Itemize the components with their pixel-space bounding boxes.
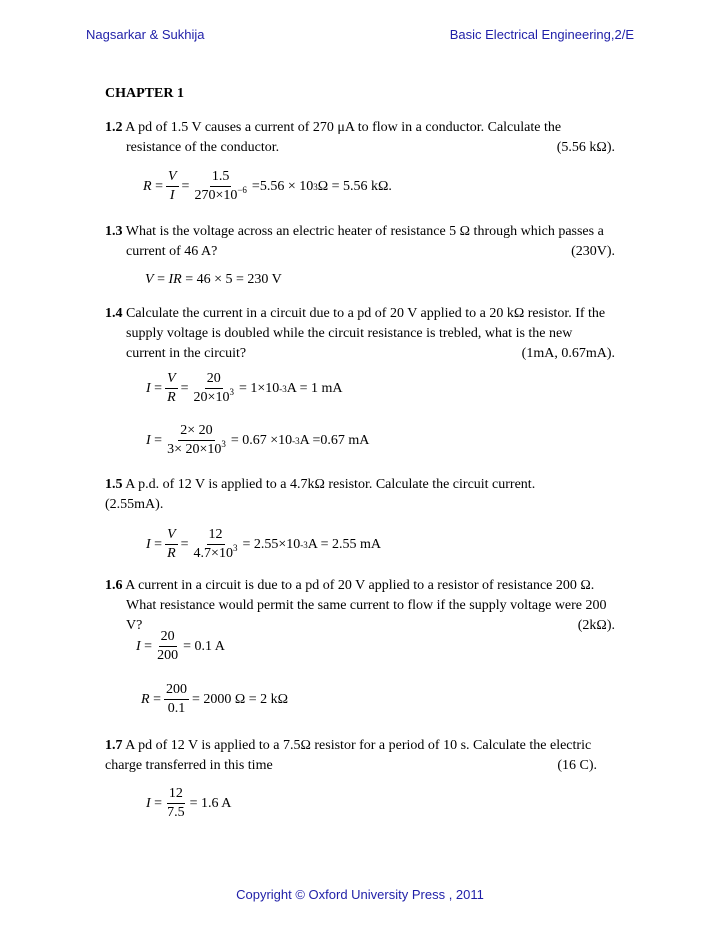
equation-1-6b: R = $\frac{200}{0.1}$ = 2000 Ω = 2 kΩ: [141, 682, 289, 716]
eq-numerator: 200: [164, 682, 189, 700]
problem-text: current of 46 A?: [126, 244, 218, 259]
chapter-heading: CHAPTER 1: [105, 86, 184, 101]
problem-text: V?: [126, 618, 143, 633]
eq-numerator: 20: [159, 629, 177, 647]
equation-1-3: V = IR = 46 × 5 = 230 V: [145, 272, 282, 287]
eq-denominator: $270\times 10^{-6}$: [194, 185, 247, 203]
problem-text: What resistance would permit the same current to flow if the supply voltage were 200: [126, 598, 607, 613]
eq-denominator: 0.1: [167, 701, 186, 716]
eq-fraction: [164, 682, 189, 717]
footer-copyright: Copyright © Oxford University Press , 2011: [236, 887, 484, 902]
eq-lhs: I: [146, 432, 151, 448]
problem-number: 1.2: [105, 120, 123, 135]
eq-lhs: V: [145, 272, 154, 287]
problem-number: 1.5: [105, 477, 123, 492]
problem-1-2: [105, 118, 615, 158]
eq-denominator: $3\times 20\times 10^3$: [167, 439, 226, 457]
equation-1-4a: I = $\frac{V}{R}$ = $\frac{20}{20\times 10^3}$ = 1×10 -3 A = 1 mA: [146, 371, 343, 405]
equation-1-5: I = $\frac{V}{R}$ = $\frac{12}{4.7\times 10^3}$ = 2.55×10 -3 A = 2.55 mA: [146, 527, 381, 561]
eq-fraction: [192, 371, 236, 406]
eq-rhs: = 1×10: [238, 380, 280, 396]
eq-numerator: 12: [167, 786, 185, 804]
problem-text: charge transferred in this time: [105, 758, 273, 773]
problem-text: resistance of the conductor.: [126, 140, 280, 155]
problem-text: A pd of 1.5 V causes a current of 270 μA to flow in a conductor. Calculate the: [125, 120, 562, 135]
equation-1-4b: I = $\frac{2\times 20}{3\times 20\times 10^3}$ = 0.67 ×10 -3 A =0.67 mA: [146, 423, 370, 457]
eq-denominator: $4.7\times 10^3$: [193, 543, 238, 561]
eq-rhs: = 0.1 A: [183, 638, 225, 654]
problem-answer: (5.56 kΩ).: [556, 140, 615, 155]
eq-term: IR: [168, 272, 182, 287]
problem-number: 1.3: [105, 224, 123, 239]
eq-denominator: 7.5: [167, 805, 185, 820]
problem-text: What is the voltage across an electric heater of resistance 5 Ω through which passes a: [125, 224, 604, 239]
eq-fraction: [192, 527, 240, 562]
eq-numerator: 12: [207, 527, 225, 545]
eq-lhs: R: [141, 691, 150, 707]
problem-answer: (230V).: [571, 244, 615, 259]
equation-1-7: I = $\frac{12}{7.5}$ = 1.6 A: [146, 786, 232, 820]
eq-denominator: 200: [157, 648, 179, 663]
problem-1-3: [105, 222, 615, 262]
problem-text: Calculate the current in a circuit due to a pd of 20 V applied to a 20 kΩ resistor. If the: [126, 306, 606, 321]
eq-rhs: A = 2.55 mA: [307, 536, 381, 552]
problem-text: A p.d. of 12 V is applied to a 4.7kΩ resistor. Calculate the circuit current.: [125, 477, 536, 492]
problem-answer: (16 C).: [557, 758, 597, 773]
eq-rhs: =5.56 × 10: [251, 178, 314, 194]
eq-rhs: Ω = 5.56 kΩ.: [317, 178, 392, 194]
eq-numerator: 20: [205, 371, 223, 389]
problem-answer: (1mA, 0.67mA).: [521, 346, 615, 361]
problem-text: current in the circuit?: [126, 346, 247, 361]
eq-rhs: = 1.6 A: [189, 795, 232, 811]
eq-fraction: [165, 371, 178, 406]
equation-1-6a: I = $\frac{20}{200}$ = 0.1 A: [136, 629, 225, 663]
eq-rhs: = 2.55×10: [242, 536, 301, 552]
eq-denominator: R: [167, 546, 176, 561]
problem-text: A current in a circuit is due to a pd of 20 V applied to a resistor of resistance 200 Ω.: [125, 578, 595, 593]
problem-1-7: [105, 736, 615, 776]
eq-fraction: [192, 169, 248, 204]
eq-fraction: [165, 786, 187, 821]
eq-numerator: V: [165, 371, 178, 389]
eq-numerator: 2× 20: [178, 423, 214, 441]
problem-answer: (2kΩ).: [577, 618, 615, 633]
problem-number: 1.4: [105, 306, 123, 321]
problem-1-4: [105, 304, 615, 364]
eq-denominator: I: [169, 188, 175, 203]
eq-lhs: I: [146, 795, 151, 811]
header-book-title: Basic Electrical Engineering,2/E: [449, 27, 634, 42]
problem-text: A pd of 12 V is applied to a 7.5Ω resistor for a period of 10 s. Calculate the electric: [125, 738, 592, 753]
eq-lhs: R: [143, 178, 152, 194]
eq-rhs: A =0.67 mA: [299, 432, 370, 448]
header-author: Nagsarkar & Sukhija: [86, 27, 205, 42]
eq-fraction: [155, 629, 180, 664]
problem-1-6: [105, 576, 615, 636]
eq-lhs: I: [136, 638, 141, 654]
eq-lhs: I: [146, 536, 151, 552]
problem-number: 1.6: [105, 578, 123, 593]
eq-denominator: R: [167, 390, 176, 405]
eq-numerator: V: [165, 527, 178, 545]
eq-numerator: V: [166, 169, 179, 187]
problem-text: supply voltage is doubled while the circuit resistance is trebled, what is the new: [126, 326, 573, 341]
eq-denominator: $20\times 10^3$: [193, 387, 234, 405]
problem-1-5: [105, 475, 615, 515]
equation-1-2: R = $\frac{V}{I}$ = $\frac{1.5}{270\times 10^{-6}}$ =5.56 × 10 3 Ω = 5.56 kΩ.: [143, 169, 392, 203]
eq-fraction: [165, 527, 178, 562]
eq-rhs: A = 1 mA: [286, 380, 343, 396]
eq-rhs: = 2000 Ω = 2 kΩ: [191, 691, 289, 707]
eq-rhs: = 46 × 5 = 230 V: [185, 272, 282, 287]
eq-fraction: [165, 423, 228, 458]
eq-lhs: I: [146, 380, 151, 396]
eq-numerator: 1.5: [210, 169, 232, 187]
problem-number: 1.7: [105, 738, 123, 753]
problem-answer: (2.55mA).: [105, 497, 164, 512]
eq-rhs: = 0.67 ×10: [230, 432, 293, 448]
eq-fraction: [166, 169, 179, 204]
